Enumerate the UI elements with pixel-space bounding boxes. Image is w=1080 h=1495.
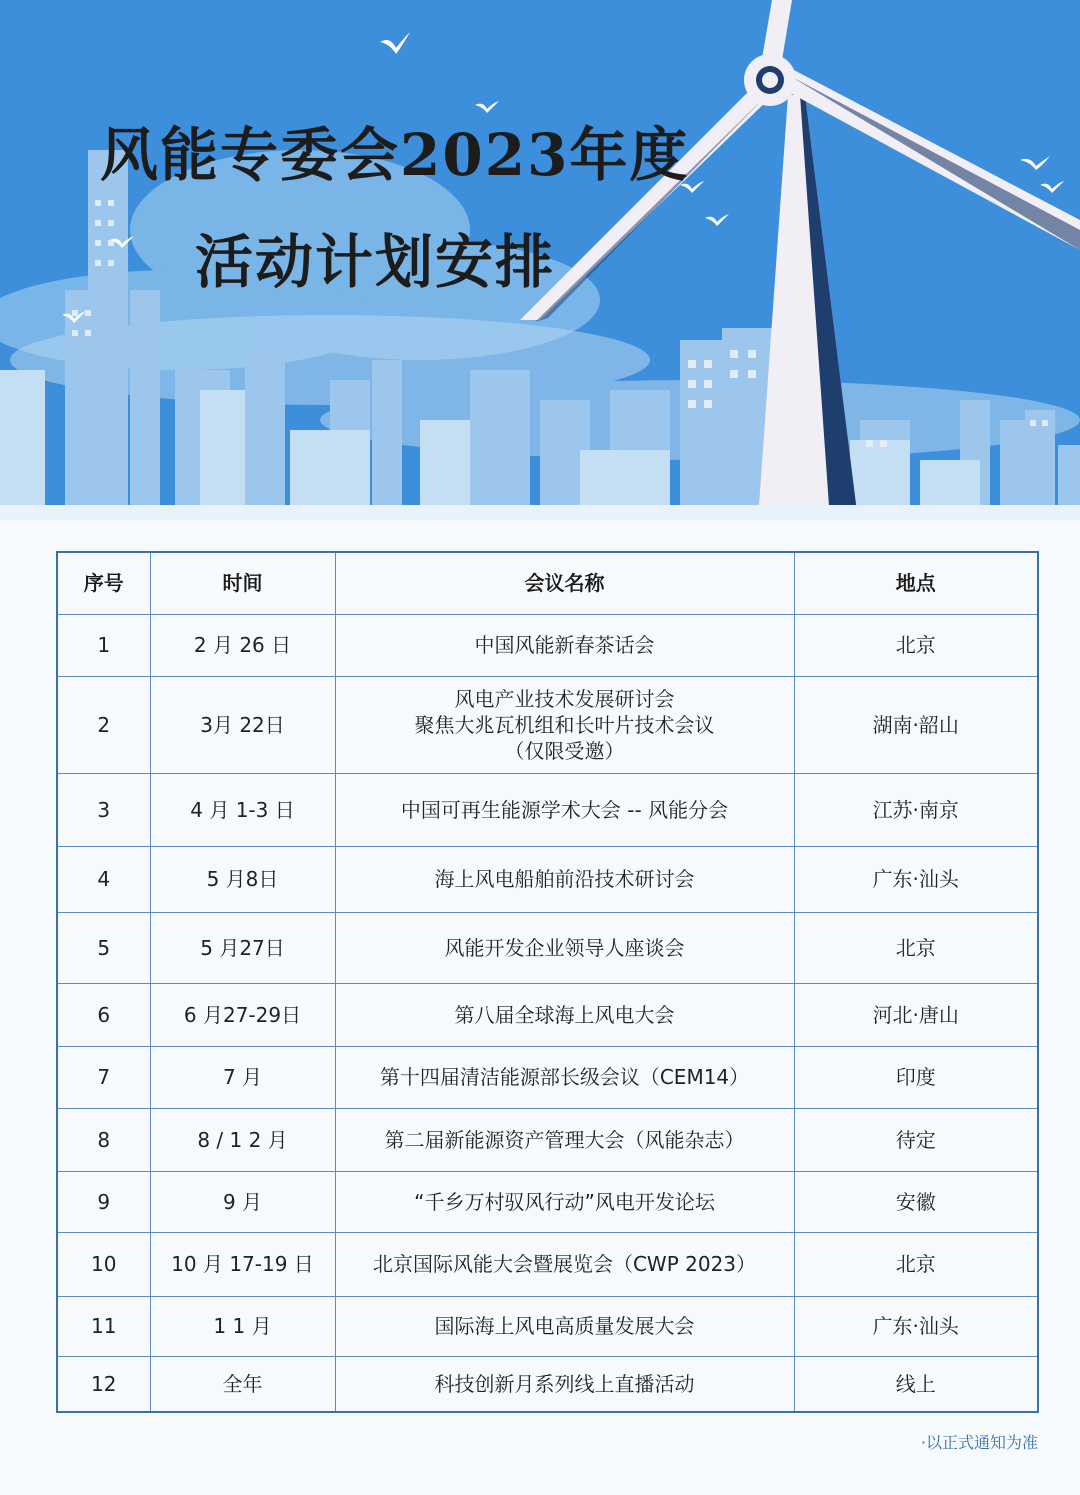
table-row bbox=[57, 1356, 1038, 1412]
cell-meeting-name: 中国可再生能源学术大会 -- 风能分会 bbox=[335, 773, 794, 846]
cell-time: 9 月 bbox=[150, 1171, 335, 1232]
cell-location: 河北·唐山 bbox=[794, 983, 1038, 1046]
cell-meeting-name: “千乡万村驭风行动”风电开发论坛 bbox=[335, 1171, 794, 1232]
footnote: ·以正式通知为准 bbox=[920, 1433, 1038, 1452]
table-row bbox=[57, 614, 1038, 676]
cell-time: 8 / 1 2 月 bbox=[150, 1108, 335, 1171]
cell-meeting-name: 海上风电船舶前沿技术研讨会 bbox=[335, 846, 794, 912]
table-row bbox=[57, 1296, 1038, 1356]
table-row bbox=[57, 1046, 1038, 1108]
cell-time: 10 月 17-19 日 bbox=[150, 1232, 335, 1296]
cell-number: 9 bbox=[57, 1171, 150, 1232]
table-row bbox=[57, 676, 1038, 773]
cell-number: 6 bbox=[57, 983, 150, 1046]
cell-meeting-name: 第二届新能源资产管理大会（风能杂志） bbox=[335, 1108, 794, 1171]
cell-number: 4 bbox=[57, 846, 150, 912]
column-header-time: 时间 bbox=[150, 552, 335, 614]
cell-location: 印度 bbox=[794, 1046, 1038, 1108]
cell-time: 7 月 bbox=[150, 1046, 335, 1108]
cell-time: 1 1 月 bbox=[150, 1296, 335, 1356]
column-header-meeting-name: 会议名称 bbox=[335, 552, 794, 614]
cell-time: 2 月 26 日 bbox=[150, 614, 335, 676]
column-header-number: 序号 bbox=[57, 552, 150, 614]
page-subtitle: 活动计划安排 bbox=[195, 228, 556, 296]
schedule-table bbox=[56, 551, 1039, 1413]
cell-number: 2 bbox=[57, 676, 150, 773]
table-row bbox=[57, 773, 1038, 846]
cell-time: 4 月 1-3 日 bbox=[150, 773, 335, 846]
cell-time: 全年 bbox=[150, 1356, 335, 1412]
table-row bbox=[57, 983, 1038, 1046]
cell-number: 3 bbox=[57, 773, 150, 846]
cell-meeting-name: 科技创新月系列线上直播活动 bbox=[335, 1356, 794, 1412]
cell-meeting-name: 国际海上风电高质量发展大会 bbox=[335, 1296, 794, 1356]
table-row bbox=[57, 1232, 1038, 1296]
cell-number: 8 bbox=[57, 1108, 150, 1171]
cell-location: 广东·汕头 bbox=[794, 1296, 1038, 1356]
cell-location: 北京 bbox=[794, 614, 1038, 676]
table-row bbox=[57, 1108, 1038, 1171]
page-title: 风能专委会2023年度 bbox=[100, 121, 690, 189]
cell-time: 5 月27日 bbox=[150, 912, 335, 983]
column-header-location: 地点 bbox=[794, 552, 1038, 614]
cell-meeting-name: 第八届全球海上风电大会 bbox=[335, 983, 794, 1046]
table-row bbox=[57, 912, 1038, 983]
cell-time: 3月 22日 bbox=[150, 676, 335, 773]
cell-number: 7 bbox=[57, 1046, 150, 1108]
cell-number: 11 bbox=[57, 1296, 150, 1356]
header-banner bbox=[0, 0, 1080, 520]
cell-number: 10 bbox=[57, 1232, 150, 1296]
cell-location: 广东·汕头 bbox=[794, 846, 1038, 912]
cell-number: 12 bbox=[57, 1356, 150, 1412]
cell-meeting-name: 北京国际风能大会暨展览会（CWP 2023） bbox=[335, 1232, 794, 1296]
cell-time: 5 月8日 bbox=[150, 846, 335, 912]
cell-meeting-name: 中国风能新春茶话会 bbox=[335, 614, 794, 676]
cell-meeting-name: 第十四届清洁能源部长级会议（CEM14） bbox=[335, 1046, 794, 1108]
cell-location: 待定 bbox=[794, 1108, 1038, 1171]
table-row bbox=[57, 1171, 1038, 1232]
cell-location: 北京 bbox=[794, 912, 1038, 983]
cell-location: 江苏·南京 bbox=[794, 773, 1038, 846]
cell-number: 1 bbox=[57, 614, 150, 676]
table-row bbox=[57, 846, 1038, 912]
cell-meeting-name: 风电产业技术发展研讨会 聚焦大兆瓦机组和长叶片技术会议 （仅限受邀） bbox=[335, 676, 794, 773]
cell-time: 6 月27-29日 bbox=[150, 983, 335, 1046]
cell-location: 湖南·韶山 bbox=[794, 676, 1038, 773]
cell-location: 北京 bbox=[794, 1232, 1038, 1296]
cell-location: 安徽 bbox=[794, 1171, 1038, 1232]
cell-location: 线上 bbox=[794, 1356, 1038, 1412]
cell-meeting-name: 风能开发企业领导人座谈会 bbox=[335, 912, 794, 983]
table-header-row bbox=[57, 552, 1038, 614]
cell-number: 5 bbox=[57, 912, 150, 983]
